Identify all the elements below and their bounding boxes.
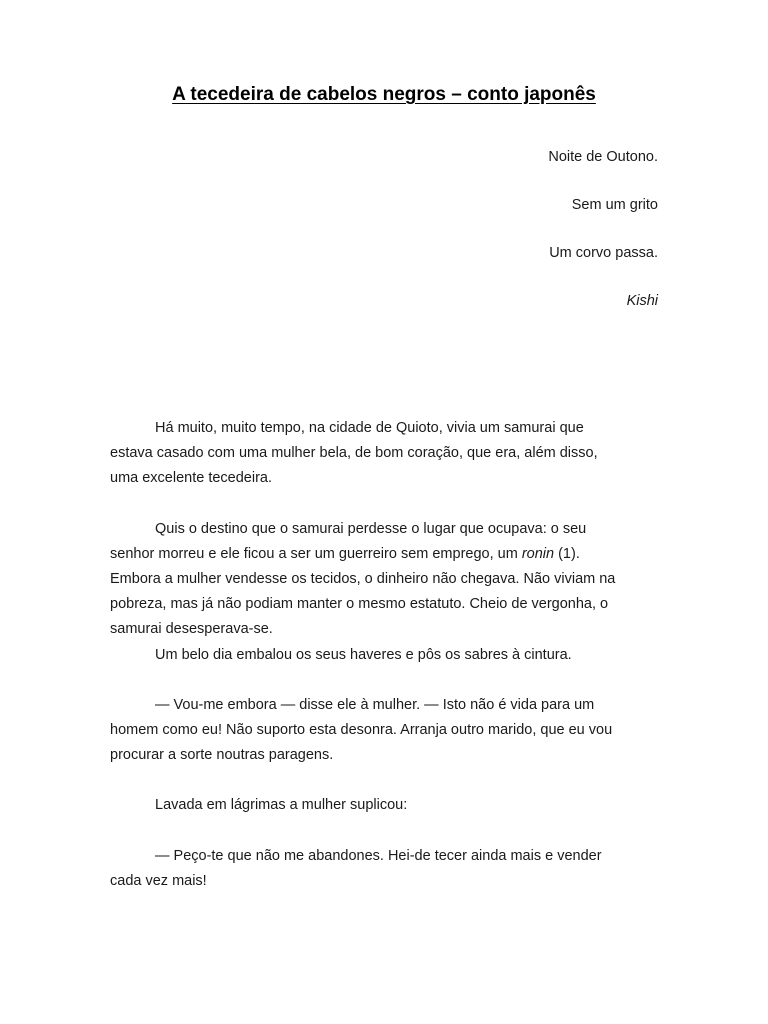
paragraph-line: cada vez mais! bbox=[110, 872, 207, 889]
poem-author: Kishi bbox=[626, 293, 658, 309]
paragraph bbox=[110, 693, 665, 769]
paragraph-line: estava casado com uma mulher bela, de bom coração, que era, além disso, bbox=[110, 445, 598, 462]
paragraph bbox=[110, 643, 665, 668]
paragraph-line: samurai desesperava-se. bbox=[110, 621, 273, 638]
paragraph-line: pobreza, mas já não podiam manter o mesmo estatuto. Cheio de vergonha, o bbox=[110, 596, 609, 613]
paragraph-line: homem como eu! Não suporto esta desonra. Arranja outro marido, que eu vou bbox=[110, 722, 613, 739]
epigraph-poem bbox=[548, 148, 658, 340]
paragraph bbox=[110, 844, 665, 894]
paragraph-line: — Peço-te que não me abandones. Hei-de tecer ainda mais e vender bbox=[155, 847, 602, 864]
paragraph-line: Lavada em lágrimas a mulher suplicou: bbox=[155, 797, 408, 814]
paragraph-line: Quis o destino que o samurai perdesse o lugar que ocupava: o seu bbox=[155, 520, 587, 537]
poem-line: Um corvo passa. bbox=[549, 245, 658, 261]
poem-line: Sem um grito bbox=[571, 197, 658, 213]
poem-line: Noite de Outono. bbox=[548, 149, 658, 165]
document-title: A tecedeira de cabelos negros – conto japonês bbox=[172, 84, 596, 105]
paragraph-line: — Vou-me embora — disse ele à mulher. — Isto não é vida para um bbox=[155, 696, 595, 713]
paragraph-line: Embora a mulher vendesse os tecidos, o dinheiro não chegava. Não viviam na bbox=[110, 571, 616, 588]
paragraph-line: Um belo dia embalou os seus haveres e pôs os sabres à cintura. bbox=[155, 646, 572, 663]
paragraph-line: Há muito, muito tempo, na cidade de Quioto, vivia um samurai que bbox=[155, 420, 584, 436]
paragraph bbox=[110, 793, 665, 818]
text-segment: senhor morreu e ele ficou a ser um guerreiro sem emprego, um bbox=[110, 545, 522, 562]
paragraph-line bbox=[110, 542, 665, 567]
italic-term-ronin: ronin bbox=[521, 545, 555, 562]
paragraph bbox=[110, 416, 665, 492]
text-segment: (1). bbox=[554, 545, 580, 562]
paragraph bbox=[110, 517, 665, 643]
paragraph-line: procurar a sorte noutras paragens. bbox=[110, 747, 334, 764]
story-body bbox=[110, 416, 665, 894]
paragraph-line: uma excelente tecedeira. bbox=[110, 470, 273, 487]
